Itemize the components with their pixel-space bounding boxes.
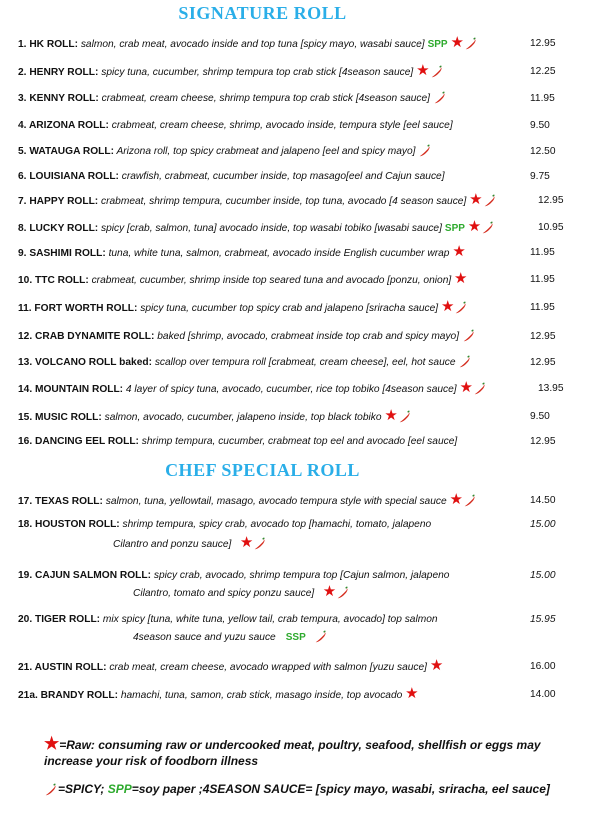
chef-roll-row [18, 492, 583, 509]
spp-badge: SSP [285, 632, 306, 643]
roll-description-continued [113, 535, 267, 553]
roll-name: 12. CRAB DYNAMITE ROLL: [18, 331, 155, 342]
signature-roll-row [18, 271, 583, 288]
roll-price: 9.50 [530, 120, 550, 131]
raw-legend-line2: increase your risk of foodborn illness [44, 754, 259, 768]
roll-description: tuna, white tuna, salmon, crabmeat, avocado inside English cucumber wrap [105, 248, 450, 259]
roll-price: 12.95 [530, 38, 556, 49]
chef-roll-row [18, 611, 583, 628]
roll-name: 1. HK ROLL: [18, 39, 78, 50]
star-icon: ★ [322, 583, 337, 600]
roll-price: 12.95 [530, 357, 556, 368]
signature-roll-row [18, 192, 583, 209]
signature-roll-row [18, 143, 583, 160]
roll-name: 7. HAPPY ROLL: [18, 196, 99, 207]
pepper-icon [458, 355, 472, 369]
roll-name: 4. ARIZONA ROLL: [18, 120, 109, 131]
roll-price: 15.00 [530, 570, 556, 581]
raw-legend-line1: =Raw: consuming raw or undercooked meat, poultry, seafood, shellfish or eggs may [59, 738, 541, 752]
roll-description: Arizona roll, top spicy crabmeat and jalapeno [eel and spicy mayo] [114, 146, 416, 157]
roll-price: 14.50 [530, 495, 556, 506]
roll-name: 11. FORT WORTH ROLL: [18, 303, 138, 314]
roll-name: 2. HENRY ROLL: [18, 67, 99, 78]
roll-price: 11.95 [530, 274, 555, 285]
roll-price: 13.95 [538, 383, 564, 394]
star-icon: ★ [459, 379, 473, 396]
roll-name: 16. DANCING EEL ROLL: [18, 436, 139, 447]
roll-description: shrimp tempura, spicy crab, avocado top [hamachi, tomato, jalapeno [119, 519, 432, 530]
roll-description: crabmeat, cucumber, shrimp inside top seared tuna and avocado [ponzu, onion] [88, 275, 452, 286]
star-icon: ★ [440, 298, 455, 315]
roll-description-cont: 4season sauce and yuzu sauce [133, 632, 276, 643]
signature-roll-row [18, 299, 583, 316]
roll-name: 21. AUSTIN ROLL: [18, 662, 107, 673]
roll-name: 14. MOUNTAIN ROLL: [18, 384, 124, 395]
roll-name: 17. TEXAS ROLL: [18, 496, 103, 507]
pepper-icon [464, 37, 478, 51]
pepper-icon [418, 144, 432, 158]
roll-price: 15.95 [530, 614, 556, 625]
pepper-icon [481, 221, 495, 235]
roll-description: baked [shrimp, avocado, crabmeat inside top crab and spicy mayo] [154, 331, 460, 342]
roll-name: 13. VOLCANO ROLL baked: [18, 357, 152, 368]
roll-price: 12.50 [530, 146, 556, 157]
signature-roll-row [18, 219, 583, 236]
roll-description: crabmeat, cream cheese, shrimp tempura top crab stick [4season sauce] [98, 93, 431, 104]
roll-description: crabmeat, shrimp tempura, cucumber inside, top tuna, avocado [4 season sauce] [98, 196, 467, 207]
pepper-icon [433, 91, 447, 105]
signature-roll-row [18, 90, 583, 107]
roll-description-continued [133, 629, 328, 646]
pepper-icon [398, 410, 412, 424]
star-icon: ★ [239, 534, 254, 551]
star-icon: ★ [454, 270, 468, 287]
roll-description: salmon, tuna, yellowtail, masago, avocado tempura style with special sauce [102, 496, 447, 507]
roll-price: 11.95 [530, 93, 555, 104]
roll-price: 9.50 [530, 411, 550, 422]
roll-description: salmon, avocado, cucumber, jalapeno inside, top black tobiko [101, 412, 382, 423]
star-icon: ★ [429, 657, 444, 674]
roll-description: salmon, crab meat, avocado inside and top tuna [spicy mayo, wasabi sauce] [78, 39, 425, 50]
roll-name: 21a. BRANDY ROLL: [18, 690, 119, 701]
spicy-legend-text: =SPICY; [58, 782, 108, 796]
roll-description-cont: Cilantro and ponzu sauce] [113, 539, 232, 550]
roll-description: scallop over tempura roll [crabmeat, cream cheese], eel, hot sauce [151, 357, 456, 368]
pepper-icon [336, 586, 350, 600]
roll-description: mix spicy [tuna, white tuna, yellow tail, crab tempura, avocado] top salmon [100, 614, 438, 625]
roll-description: hamachi, tuna, samon, crab stick, masago inside, top avocado [118, 690, 403, 701]
roll-description: 4 layer of spicy tuna, avocado, cucumber, rice top tobiko [4season sauce] [123, 384, 457, 395]
chef-roll-row [18, 658, 583, 675]
roll-price: 16.00 [530, 661, 556, 672]
star-icon: ★ [450, 34, 464, 51]
pepper-icon [463, 494, 477, 508]
signature-roll-row [18, 35, 583, 52]
chef-special-heading: CHEF SPECIAL ROLL [165, 460, 360, 480]
signature-roll-row [18, 380, 583, 397]
pepper-icon [454, 301, 468, 315]
roll-description: crawfish, crabmeat, cucumber inside, top masago[eel and Cajun sauce] [118, 171, 445, 182]
pepper-icon [44, 783, 58, 797]
spp-badge: SPP [444, 223, 465, 234]
roll-description: spicy crab, avocado, shrimp tempura top [Cajun salmon, jalapeno [151, 570, 450, 581]
roll-price: 11.95 [530, 247, 555, 258]
pepper-icon [473, 382, 487, 396]
roll-price: 9.75 [530, 171, 550, 182]
roll-name: 3. KENNY ROLL: [18, 93, 99, 104]
signature-roll-heading: SIGNATURE ROLL [178, 3, 347, 23]
roll-name: 8. LUCKY ROLL: [18, 223, 99, 234]
star-icon: ★ [416, 62, 430, 79]
pepper-icon [430, 65, 444, 79]
roll-name: 18. HOUSTON ROLL: [18, 519, 120, 530]
signature-roll-row [18, 408, 583, 425]
roll-name: 9. SASHIMI ROLL: [18, 248, 106, 259]
star-icon: ★ [452, 243, 466, 260]
raw-legend [44, 735, 541, 769]
roll-price: 11.95 [530, 302, 555, 313]
chef-roll-row [18, 567, 583, 584]
roll-description: crabmeat, cream cheese, shrimp, avocado inside, tempura style [eel sauce] [108, 120, 453, 131]
roll-price: 12.25 [530, 66, 556, 77]
spicy-legend [44, 781, 550, 797]
pepper-icon [253, 537, 267, 551]
roll-name: 15. MUSIC ROLL: [18, 412, 102, 423]
signature-roll-row [18, 63, 583, 80]
roll-price: 10.95 [538, 222, 564, 233]
signature-roll-row [18, 433, 583, 450]
star-icon: ★ [405, 685, 419, 702]
pepper-icon [483, 194, 497, 208]
roll-price: 15.00 [530, 519, 556, 530]
roll-name: 10. TTC ROLL: [18, 275, 89, 286]
chef-roll-row [18, 686, 583, 703]
signature-roll-row [18, 328, 583, 345]
star-icon: ★ [469, 191, 483, 208]
pepper-icon [314, 630, 328, 644]
roll-price: 14.00 [530, 689, 556, 700]
roll-name: 20. TIGER ROLL: [18, 614, 101, 625]
roll-description-cont: Cilantro, tomato and spicy ponzu sauce] [133, 588, 315, 599]
spp-badge: SPP [427, 39, 448, 50]
roll-description: spicy [crab, salmon, tuna] avocado inside, top wasabi tobiko [wasabi sauce] [98, 223, 442, 234]
roll-price: 12.95 [530, 436, 556, 447]
spp-legend-text: =soy paper ;4SEASON SAUCE= [spicy mayo, wasabi, sriracha, eel sauce] [131, 782, 550, 796]
signature-roll-row [18, 117, 583, 134]
star-icon: ★ [44, 734, 60, 753]
star-icon: ★ [467, 218, 482, 235]
signature-roll-row [18, 354, 583, 371]
spp-legend-label: SPP [107, 782, 132, 796]
roll-name: 6. LOUISIANA ROLL: [18, 171, 119, 182]
roll-description: spicy tuna, cucumber, shrimp tempura top crab stick [4season sauce] [98, 67, 414, 78]
chef-roll-row [18, 516, 583, 533]
star-icon: ★ [449, 491, 463, 508]
signature-roll-row [18, 244, 583, 261]
star-icon: ★ [384, 407, 398, 424]
roll-price: 12.95 [530, 331, 556, 342]
roll-name: 5. WATAUGA ROLL: [18, 146, 115, 157]
roll-description: crab meat, cream cheese, avocado wrapped with salmon [yuzu sauce] [106, 662, 427, 673]
roll-name: 19. CAJUN SALMON ROLL: [18, 570, 152, 581]
roll-description-continued [133, 584, 350, 602]
roll-description: spicy tuna, cucumber top spicy crab and jalapeno [sriracha sauce] [137, 303, 439, 314]
pepper-icon [462, 329, 476, 343]
roll-description: shrimp tempura, cucumber, crabmeat top eel and avocado [eel sauce] [138, 436, 458, 447]
roll-price: 12.95 [538, 195, 564, 206]
signature-roll-row [18, 168, 583, 185]
